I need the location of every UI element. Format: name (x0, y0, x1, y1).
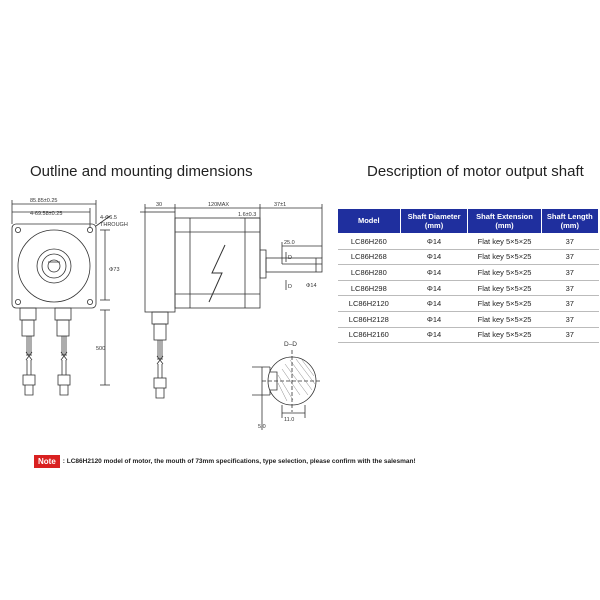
dim-key-length: 25.0 (284, 240, 295, 246)
section-mark-top: D (288, 255, 292, 261)
cell-diameter: Φ14 (400, 265, 468, 281)
table-row (338, 249, 599, 265)
cell-model: LC86H298 (338, 280, 401, 296)
dim-shaft-length: 37±1 (274, 202, 287, 208)
cell-diameter: Φ14 (400, 327, 468, 343)
header-shaft-extension: Shaft Extension (mm) (468, 209, 541, 234)
cell-length: 37 (541, 249, 598, 265)
cell-extension: Flat key 5×5×25 (468, 311, 541, 327)
dim-through: THROUGH (100, 222, 128, 228)
cell-length: 37 (541, 265, 598, 281)
header-model: Model (338, 209, 401, 234)
shaft-heading: Description of motor output shaft (367, 163, 584, 180)
cell-extension: Flat key 5×5×25 (468, 280, 541, 296)
side-shaft (266, 258, 322, 272)
cell-extension: Flat key 5×5×25 (468, 327, 541, 343)
cell-model: LC86H268 (338, 249, 401, 265)
cell-extension: Flat key 5×5×25 (468, 249, 541, 265)
cell-diameter: Φ14 (400, 296, 468, 312)
cell-diameter: Φ14 (400, 280, 468, 296)
cell-diameter: Φ14 (400, 249, 468, 265)
cell-length: 37 (541, 280, 598, 296)
cell-length: 37 (541, 327, 598, 343)
cell-diameter: Φ14 (400, 311, 468, 327)
table-row (338, 327, 599, 343)
shaft-spec-table (337, 208, 599, 343)
side-body (175, 218, 260, 308)
cell-diameter: Φ14 (400, 234, 468, 250)
dim-cable-length: 500 (96, 346, 106, 352)
table-row (338, 311, 599, 327)
cell-length: 37 (541, 311, 598, 327)
dim-pilot-dia: Φ73 (109, 267, 120, 273)
section-mark-bottom: D (288, 284, 292, 290)
dim-flange-thickness: 30 (156, 202, 163, 208)
cell-length: 37 (541, 296, 598, 312)
note-line (34, 455, 416, 468)
cell-model: LC86H2128 (338, 311, 401, 327)
cell-extension: Flat key 5×5×25 (468, 234, 541, 250)
note-text: : LC86H2120 model of motor, the mouth of 73mm specifications, type selection, please confirm with the salesman! (62, 458, 416, 465)
cell-model: LC86H260 (338, 234, 401, 250)
dim-flange-width: 85.85±0.25 (30, 198, 58, 204)
dim-hole-dia: 4-Φ6.5 (100, 215, 117, 221)
table-row (338, 280, 599, 296)
note-badge: Note (34, 455, 60, 468)
header-shaft-diameter: Shaft Diameter (mm) (400, 209, 468, 234)
front-flange (12, 224, 96, 308)
dim-shaft-dia: Φ14 (306, 283, 317, 289)
cell-length: 37 (541, 234, 598, 250)
dim-hole-spacing: 4-69.58±0.25 (30, 211, 63, 217)
cell-model: LC86H2120 (338, 296, 401, 312)
side-flange (145, 212, 175, 312)
table-header-row (338, 209, 599, 234)
dim-key-depth: 5.0 (258, 424, 266, 430)
cell-model: LC86H280 (338, 265, 401, 281)
cell-extension: Flat key 5×5×25 (468, 265, 541, 281)
dim-body-length: 120MAX (208, 202, 230, 208)
cell-extension: Flat key 5×5×25 (468, 296, 541, 312)
section-title: D–D (284, 341, 298, 348)
cell-model: LC86H2160 (338, 327, 401, 343)
outline-heading: Outline and mounting dimensions (30, 163, 253, 180)
table-row (338, 296, 599, 312)
dim-key-width: 11.0 (284, 417, 295, 423)
dim-boss-height: 1.6±0.3 (238, 212, 257, 218)
header-shaft-length: Shaft Length (mm) (541, 209, 598, 234)
table-row (338, 234, 599, 250)
table-row (338, 265, 599, 281)
mounting-drawing (0, 0, 335, 450)
